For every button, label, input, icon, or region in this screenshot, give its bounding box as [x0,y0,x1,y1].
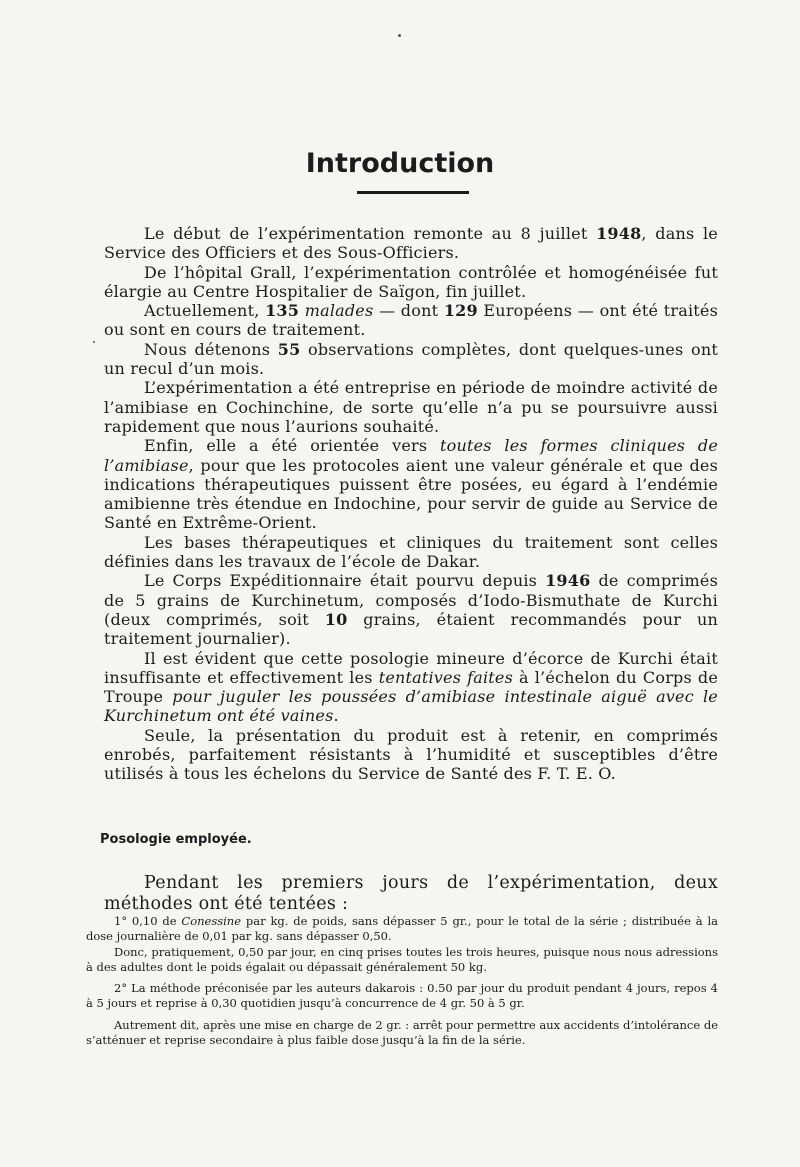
section-heading: Posologie employée. [100,832,252,847]
method-1: 1° 0,10 de Conessine par kg. de poids, sans dépasser 5 gr., pour le total de la série ; distribuée à la dose journalière de 0,01 par kg. sans dépasser 0,50. [86,914,718,944]
method-2: 2° La méthode préconisée par les auteurs dakarois : 0.50 par jour du produit pendant 4 jours, repos 4 à 5 jours et reprise à 0,30 quotidien jusqu’à concurrence de 4 gr. 50 à 5 gr. [86,981,718,1011]
paragraph: L’expérimentation a été entreprise en période de moindre activité de l’amibiase en Cochinchine, de sorte qu’elle n’a pu se poursuivre aussi rapidement que nous l’aurions souhaité. [104,378,718,436]
paragraph: De l’hôpital Grall, l’expérimentation contrôlée et homogénéisée fut élargie au Centre Hospitalier de Saïgon, fin juillet. [104,262,718,301]
paragraph: Le début de l’expérimentation remonte au 8 juillet 1948, dans le Service des Officiers et des Sous-Officiers. [104,224,718,263]
paragraph: Le Corps Expéditionnaire était pourvu depuis 1946 de comprimés de 5 grains de Kurchinetum, composés d’Iodo-Bismuthate de Kurchi (deux comprimés, soit 10 grains, étaient recommandés pour un traitement journalier). [104,571,719,649]
method-1-note: Donc, pratiquement, 0,50 par jour, en cinq prises toutes les trois heures, puisque nous nous adressions à des adultes dont le poids égalait ou dépassait généralement 50 kg. [86,944,718,974]
paragraph: Actuellement, 135 malades — dont 129 Européens — ont été traités ou sont en cours de traitement. [104,301,718,340]
print-speck [398,34,401,37]
methods-list [86,914,718,1048]
method-2-note: Autrement dit, après une mise en charge de 2 gr. : arrêt pour permettre aux accidents d’intolérance de s’atténuer et reprise secondaire à plus faible dose jusqu’à la fin de la série. [86,1017,718,1048]
print-speck [93,341,95,343]
paragraph: Enfin, elle a été orientée vers toutes les formes cliniques de l’amibiase, pour que les protocoles aient une valeur générale et que des indications thérapeutiques puissent être posées, eu égard à l’endémie amibienne très étendue en Indochine, pour servir de guide au Service de Santé en Extrême-Orient. [104,436,718,533]
paragraph: Nous détenons 55 observations complètes, dont quelques-unes ont un recul d’un mois. [104,339,718,379]
section-intro: Pendant les premiers jours de l’expérimentation, deux méthodes ont été tentées : [104,873,718,914]
paragraph: Seule, la présentation du produit est à retenir, en comprimés enrobés, parfaitement résistants à l’humidité et susceptibles d’être utilisés à tous les échelons du Service de Santé des F. T. E. O. [104,725,718,784]
introduction-body [104,224,718,784]
paragraph: Il est évident que cette posologie mineure d’écorce de Kurchi était insuffisante et effectivement les tentatives faites à l’échelon du Corps de Troupe pour juguler les poussées d’amibiase intestinale aiguë avec le Kurchinetum ont été vaines. [104,648,718,726]
title-underline [357,191,469,194]
page-title: Introduction [305,148,495,179]
paragraph: Les bases thérapeutiques et cliniques du traitement sont celles définies dans les travaux de l’école de Dakar. [104,532,718,572]
